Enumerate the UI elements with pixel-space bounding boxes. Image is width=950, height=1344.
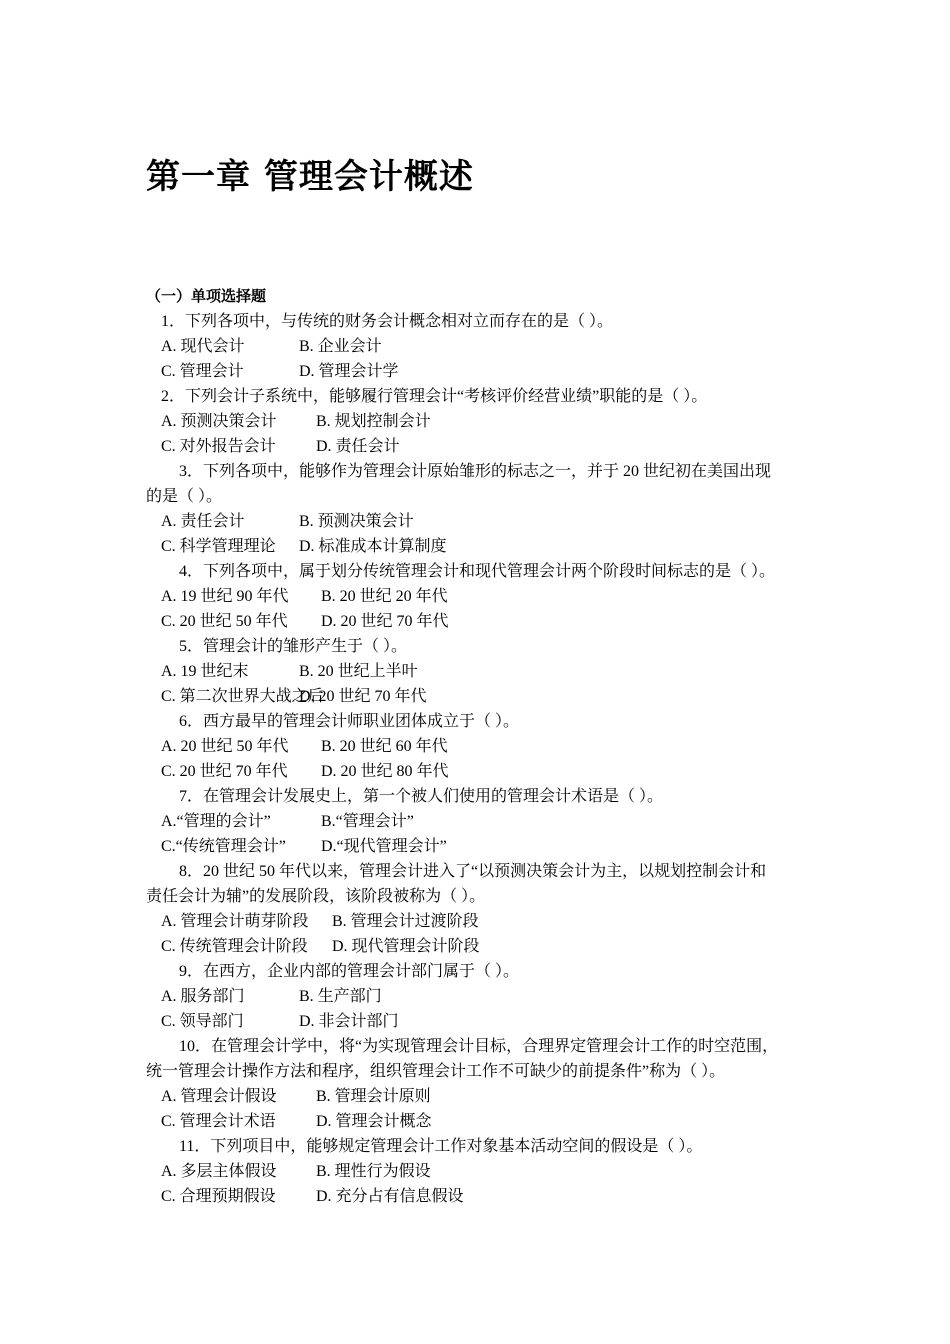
option-row [146, 584, 826, 609]
question-text: 11．下列项目中，能够规定管理会计工作对象基本活动空间的假设是（ ）。 [179, 1138, 703, 1155]
option-row [146, 934, 826, 959]
option-row [146, 984, 826, 1009]
option-d: D. 充分占有信息假设 [316, 1188, 464, 1205]
question-list [146, 284, 826, 1209]
option-d: D. 现代管理会计阶段 [332, 938, 480, 955]
option-row [146, 1184, 826, 1209]
question-text: 的是（ ）。 [146, 488, 223, 505]
option-row [146, 434, 826, 459]
question-text: 责任会计为辅”的发展阶段，该阶段被称为（ ）。 [146, 888, 486, 905]
option-b: B. 理性行为假设 [316, 1163, 431, 1180]
option-a: A. 现代会计 [161, 338, 245, 355]
option-c: C. 管理会计术语 [161, 1113, 276, 1130]
question-text: 1．下列各项中，与传统的财务会计概念相对立而存在的是（ ）。 [161, 313, 614, 330]
option-a: A. 多层主体假设 [161, 1163, 277, 1180]
option-row [146, 834, 826, 859]
option-d: D. 管理会计概念 [316, 1113, 432, 1130]
option-c: C. 领导部门 [161, 1013, 244, 1030]
option-a: A. 20 世纪 50 年代 [161, 738, 289, 755]
option-c: C. 合理预期假设 [161, 1188, 276, 1205]
option-b: B. 管理会计原则 [316, 1088, 431, 1105]
option-row [146, 684, 826, 709]
question-text: 5．管理会计的雏形产生于（ ）。 [179, 638, 408, 655]
question-text: 9．在西方，企业内部的管理会计部门属于（ ）。 [179, 963, 520, 980]
option-b: B. 20 世纪 60 年代 [321, 738, 448, 755]
option-row [146, 909, 826, 934]
option-b: B. 生产部门 [299, 988, 382, 1005]
option-b: B. 规划控制会计 [316, 413, 431, 430]
option-b: B. 20 世纪 20 年代 [321, 588, 448, 605]
option-a: A. 责任会计 [161, 513, 245, 530]
option-d: D. 标准成本计算制度 [299, 538, 447, 555]
option-row [146, 809, 826, 834]
question-text: 8．20 世纪 50 年代以来，管理会计进入了“以预测决策会计为主，以规划控制会计和 [179, 863, 767, 880]
question-text: 2．下列会计子系统中，能够履行管理会计“考核评价经营业绩”职能的是（ ）。 [161, 388, 708, 405]
option-d: D. 20 世纪 70 年代 [299, 688, 427, 705]
option-a: A. 服务部门 [161, 988, 245, 1005]
option-row [146, 759, 826, 784]
option-b: B. 20 世纪上半叶 [299, 663, 418, 680]
option-a: A.“管理的会计” [161, 813, 271, 830]
option-row [146, 534, 826, 559]
option-a: A. 管理会计假设 [161, 1088, 277, 1105]
option-row [146, 1109, 826, 1134]
option-row [146, 509, 826, 534]
option-c: C. 20 世纪 50 年代 [161, 613, 288, 630]
question-text: 6．西方最早的管理会计师职业团体成立于（ ）。 [179, 713, 520, 730]
option-b: B. 企业会计 [299, 338, 382, 355]
option-d: D. 20 世纪 80 年代 [321, 763, 449, 780]
option-d: D. 20 世纪 70 年代 [321, 613, 449, 630]
option-row [146, 409, 826, 434]
option-row [146, 734, 826, 759]
option-c: C. 传统管理会计阶段 [161, 938, 308, 955]
question-text: 统一管理会计操作方法和程序，组织管理会计工作不可缺少的前提条件”称为（ ）。 [146, 1063, 726, 1080]
option-c: C. 20 世纪 70 年代 [161, 763, 288, 780]
chapter-title: 第一章 管理会计概述 [146, 157, 474, 197]
option-d: D.“现代管理会计” [321, 838, 447, 855]
questions-container [146, 309, 826, 1209]
option-row [146, 1009, 826, 1034]
option-a: A. 预测决策会计 [161, 413, 277, 430]
option-b: B. 管理会计过渡阶段 [332, 913, 479, 930]
section-title: （一）单项选择题 [146, 287, 267, 305]
option-a: A. 19 世纪 90 年代 [161, 588, 289, 605]
option-a: A. 管理会计萌芽阶段 [161, 913, 309, 930]
option-row [146, 609, 826, 634]
option-b: B.“管理会计” [321, 813, 414, 830]
option-d: D. 管理会计学 [299, 363, 399, 380]
option-d: D. 责任会计 [316, 438, 400, 455]
option-c: C.“传统管理会计” [161, 838, 286, 855]
question-text: 3．下列各项中，能够作为管理会计原始雏形的标志之一，并于 20 世纪初在美国出现 [179, 463, 772, 480]
option-row [146, 359, 826, 384]
question-text: 7．在管理会计发展史上，第一个被人们使用的管理会计术语是（ ）。 [179, 788, 664, 805]
option-a: A. 19 世纪末 [161, 663, 249, 680]
option-b: B. 预测决策会计 [299, 513, 414, 530]
option-c: C. 第二次世界大战之后 [161, 688, 324, 705]
option-d: D. 非会计部门 [299, 1013, 399, 1030]
option-row [146, 659, 826, 684]
option-row [146, 1084, 826, 1109]
option-row [146, 1159, 826, 1184]
option-c: C. 管理会计 [161, 363, 244, 380]
question-text: 10．在管理会计学中，将“为实现管理会计目标，合理界定管理会计工作的时空范围， [179, 1038, 779, 1055]
question-text: 4．下列各项中，属于划分传统管理会计和现代管理会计两个阶段时间标志的是（ ）。 [179, 563, 776, 580]
option-c: C. 科学管理理论 [161, 538, 276, 555]
option-row [146, 334, 826, 359]
option-c: C. 对外报告会计 [161, 438, 276, 455]
